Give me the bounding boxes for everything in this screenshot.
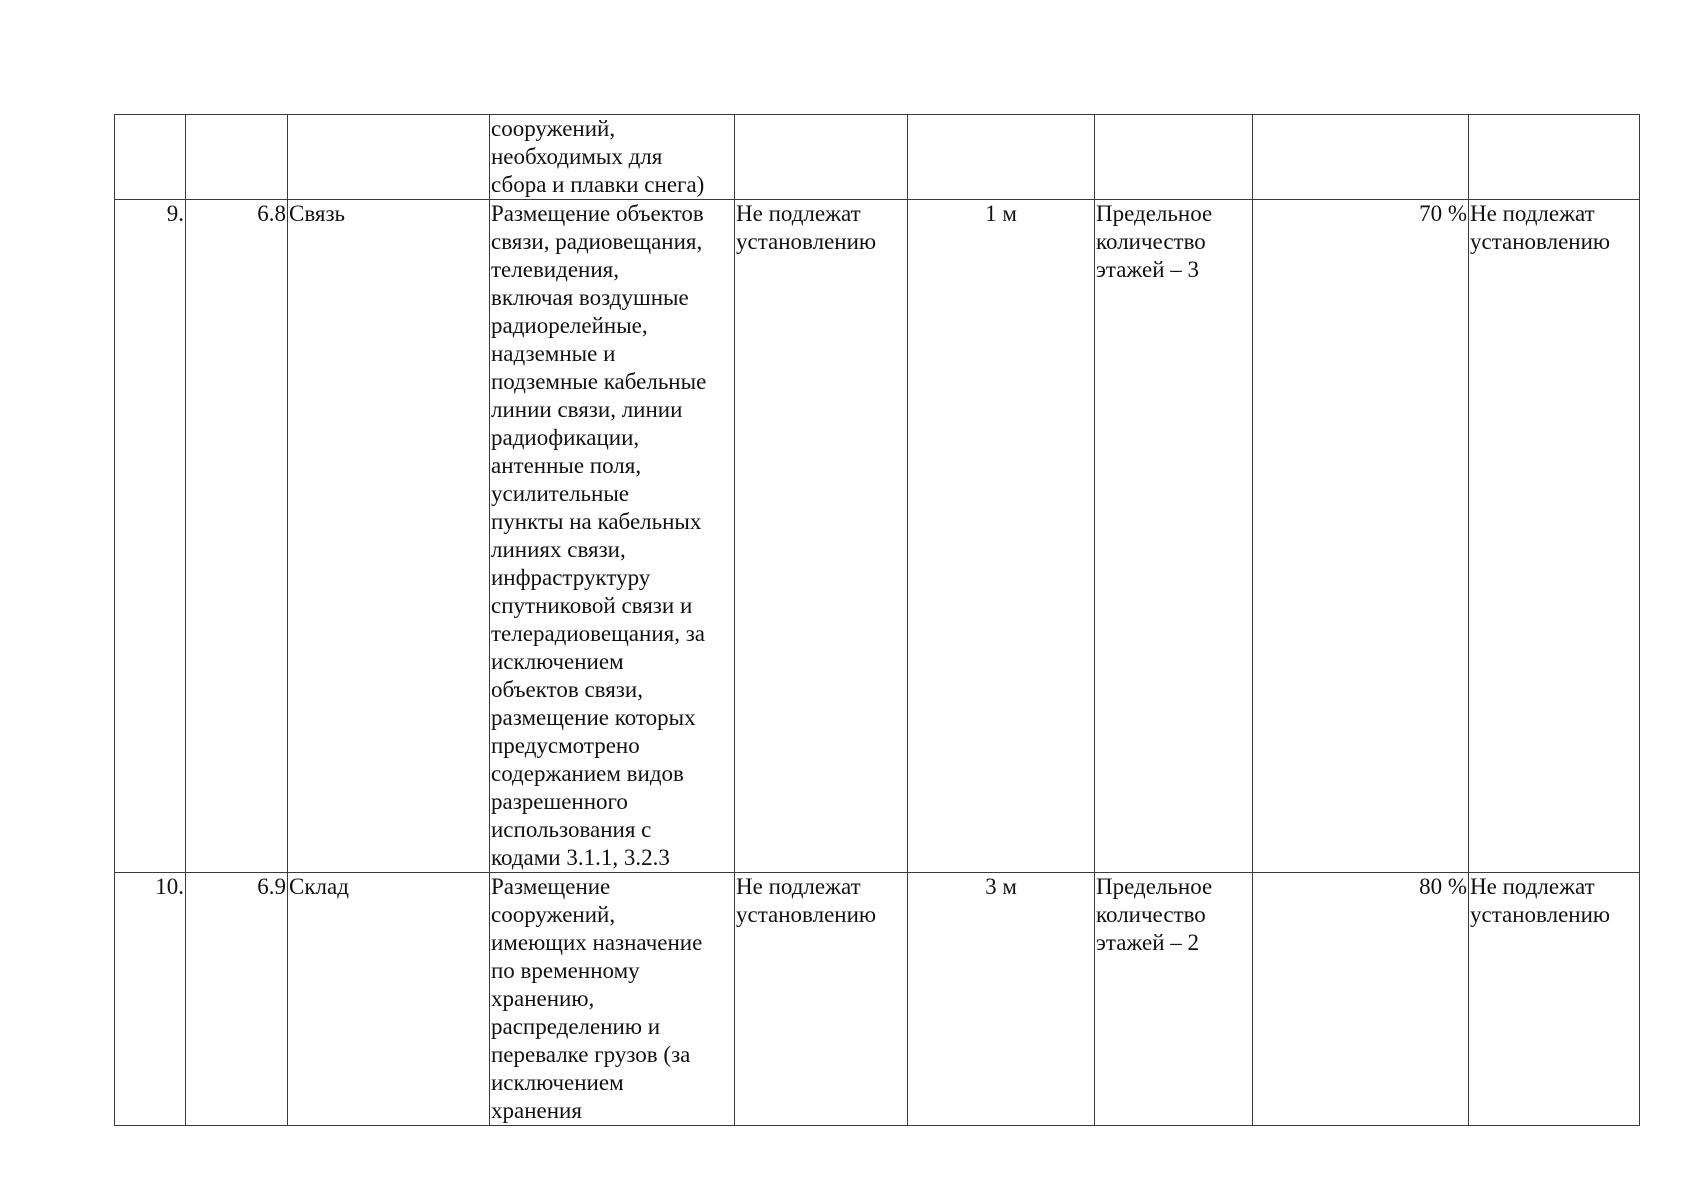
setback-cell: 1 м xyxy=(908,200,1095,873)
min-area-cell xyxy=(735,115,908,200)
other-params-cell xyxy=(1469,115,1640,200)
floors-cell: Предельное количество этажей – 2 xyxy=(1095,873,1253,1126)
setback-cell: 3 м xyxy=(908,873,1095,1126)
use-code-cell: 6.8 xyxy=(186,200,288,873)
min-area-cell: Не подлежат установлению xyxy=(735,873,908,1126)
setback-cell xyxy=(908,115,1095,200)
zoning-regulations-table xyxy=(114,114,1640,1126)
row-number-cell xyxy=(115,115,186,200)
use-description-cell: Размещение объектов связи, радиовещания, телевидения, включая воздушные радиорелейные, надземные и подземные кабельные линии связи, линии радиофикации, антенные поля, усилительные пункты на кабельных линиях связи, инфраструктуру спутниковой связи и телерадиовещания, за исключением объектов связи, размещение которых предусмотрено содержанием видов разрешенного использования с кодами 3.1.1, 3.2.3 xyxy=(490,200,735,873)
use-description-cell: сооружений, необходимых для сбора и плавки снега) xyxy=(490,115,735,200)
use-name-cell: Связь xyxy=(288,200,490,873)
coverage-cell xyxy=(1253,115,1469,200)
floors-cell: Предельное количество этажей – 3 xyxy=(1095,200,1253,873)
other-params-cell: Не подлежат установлению xyxy=(1469,200,1640,873)
use-code-cell: 6.9 xyxy=(186,873,288,1126)
coverage-cell: 70 % xyxy=(1253,200,1469,873)
floors-cell xyxy=(1095,115,1253,200)
table-row xyxy=(115,200,1640,873)
table-row xyxy=(115,873,1640,1126)
coverage-cell: 80 % xyxy=(1253,873,1469,1126)
row-number-cell: 10. xyxy=(115,873,186,1126)
min-area-cell: Не подлежат установлению xyxy=(735,200,908,873)
use-name-cell xyxy=(288,115,490,200)
table-row xyxy=(115,115,1640,200)
use-description-cell: Размещение сооружений, имеющих назначение по временному хранению, распределению и перевалке грузов (за исключением хранения xyxy=(490,873,735,1126)
use-name-cell: Склад xyxy=(288,873,490,1126)
row-number-cell: 9. xyxy=(115,200,186,873)
other-params-cell: Не подлежат установлению xyxy=(1469,873,1640,1126)
use-code-cell xyxy=(186,115,288,200)
